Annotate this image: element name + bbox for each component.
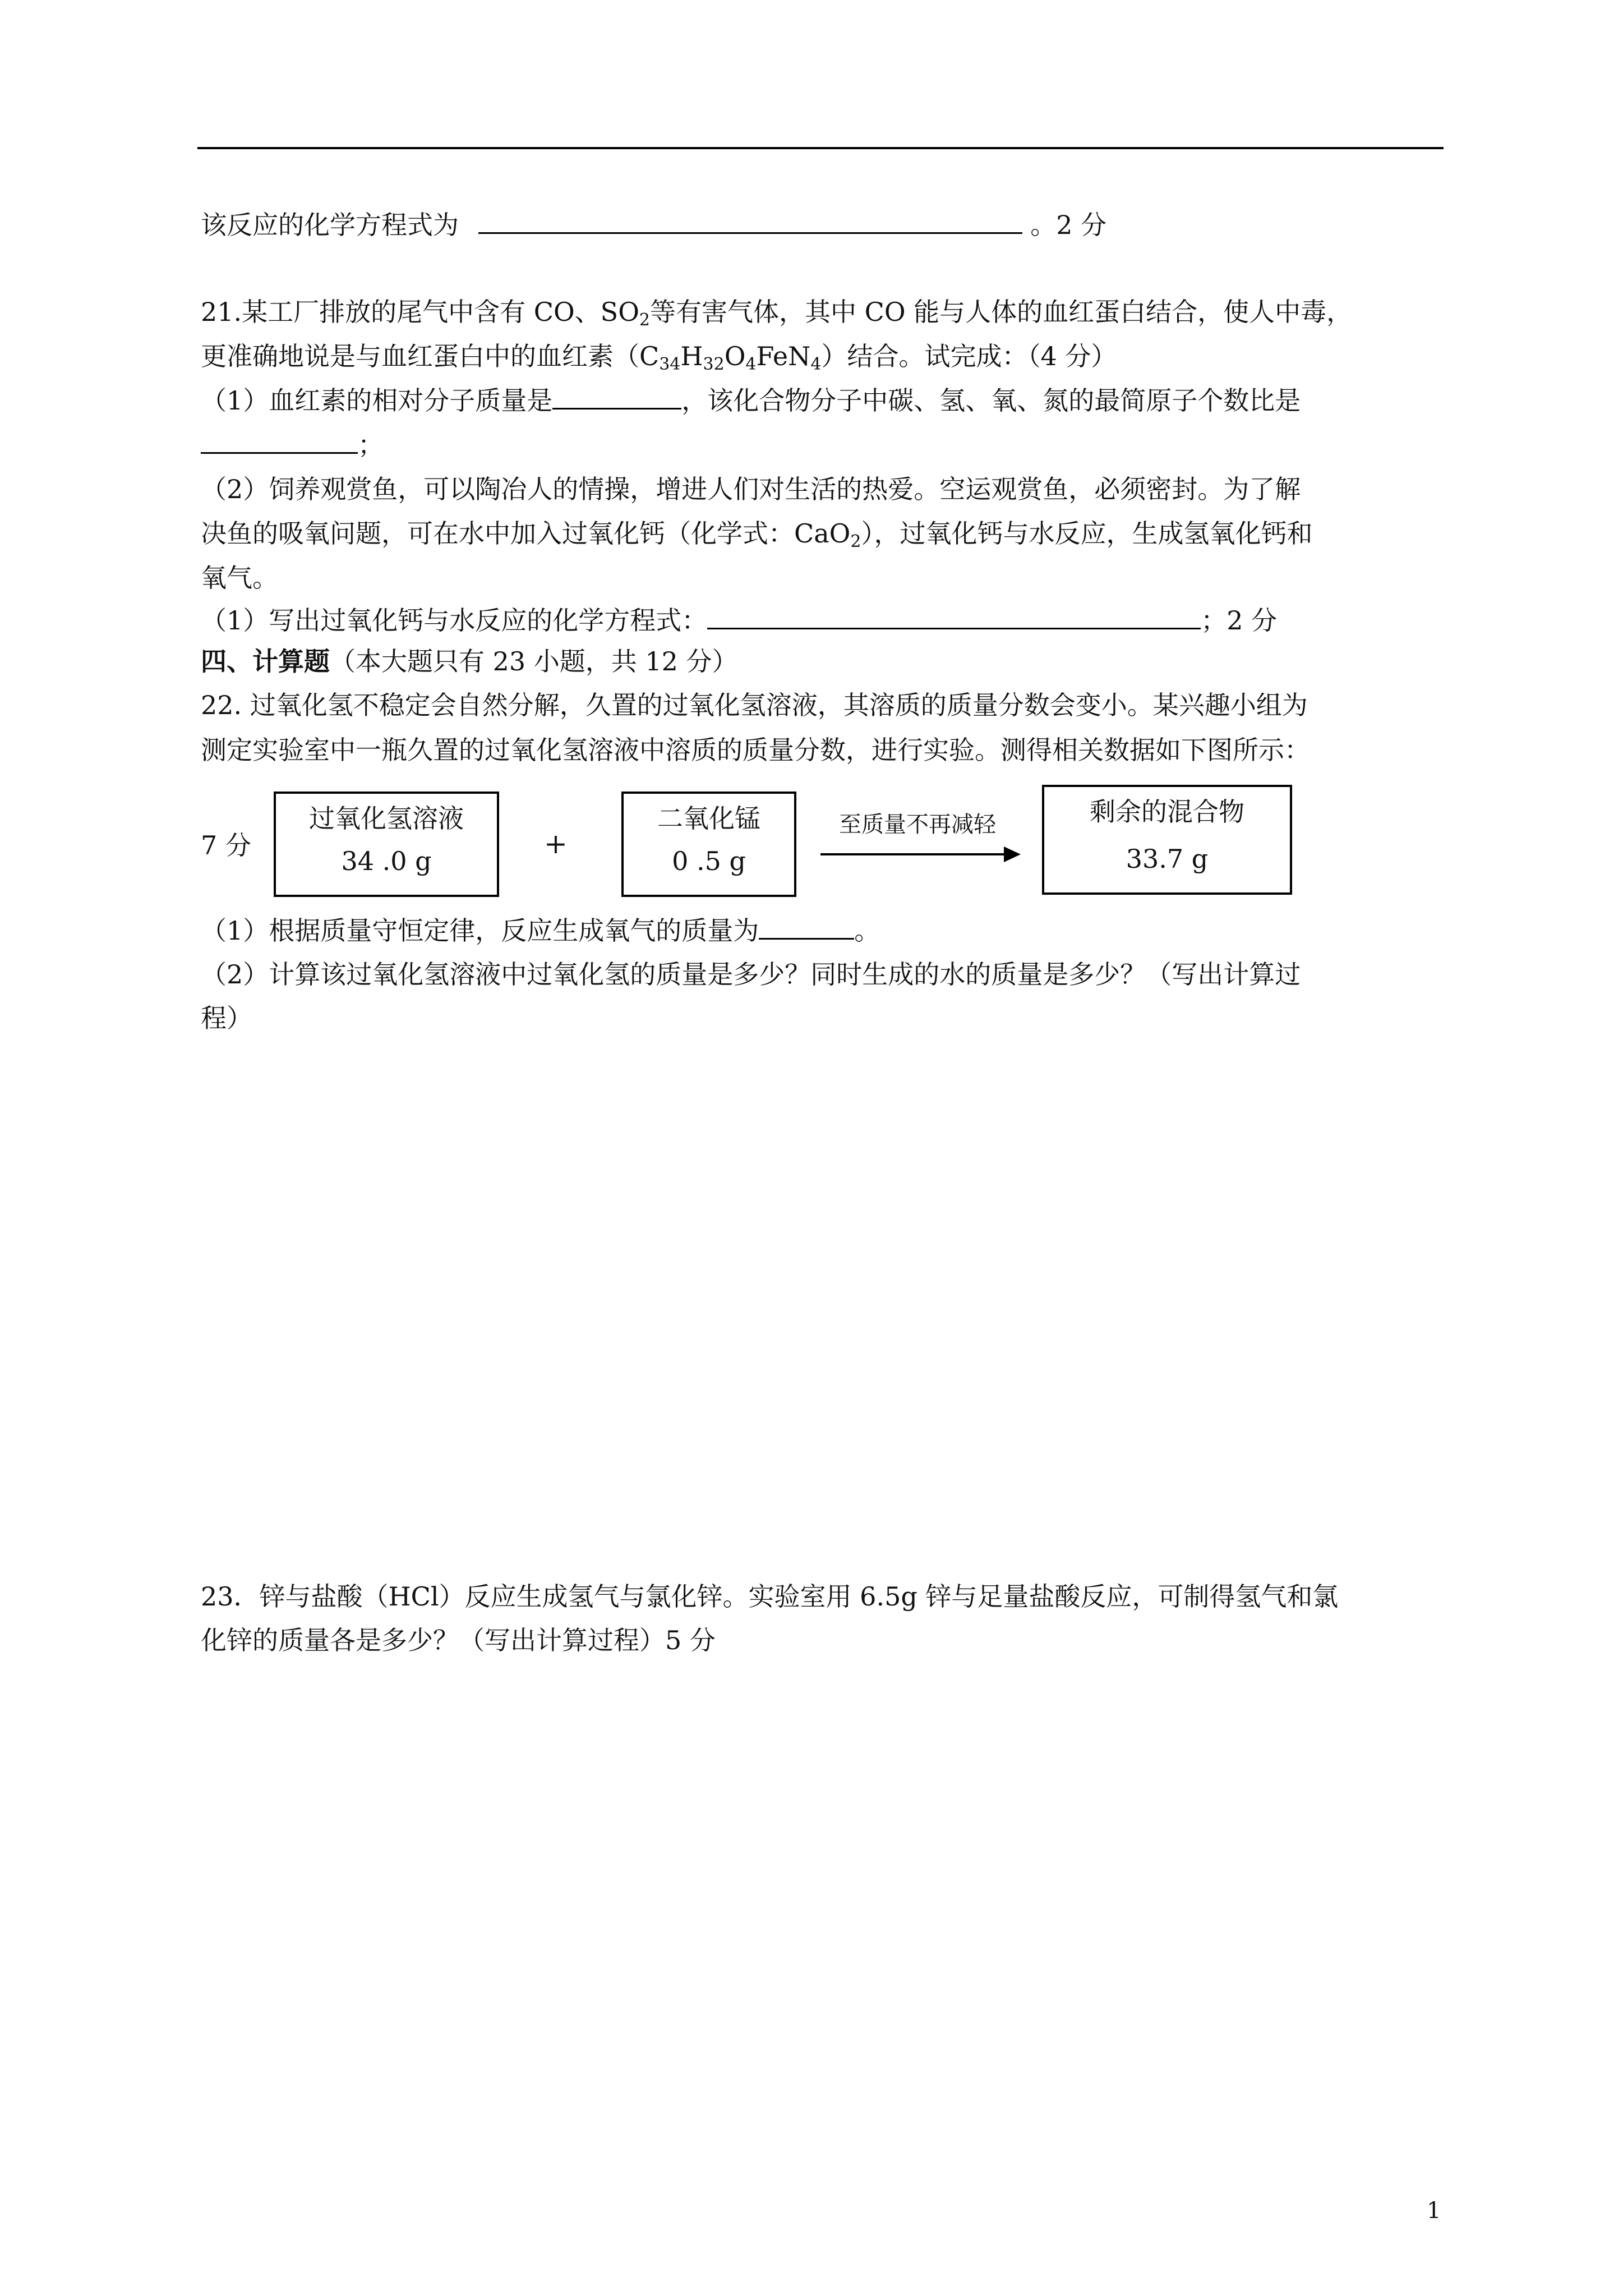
q23-line2 (201, 1623, 716, 1658)
q22-line2 (201, 733, 1310, 767)
subscript: 4 (810, 355, 822, 374)
q21-p2-text: （2）饲养观赏鱼，可以陶冶人的情操，增进人们对生活的热爱。空运观赏鱼，必须密封。为了解 (201, 474, 1301, 504)
q23-text: 化锌的质量各是多少？（写出计算过程）5 分 (201, 1625, 716, 1655)
q21-p2-text: 决鱼的吸氧问题，可在水中加入过氧化钙（化学式：CaO (201, 518, 851, 549)
q22-text: 测定实验室中一瓶久置的过氧化氢溶液中溶质的质量分数，进行实验。测得相关数据如下图所示： (201, 735, 1310, 765)
q21-part2-line3 (201, 560, 278, 595)
q21-text: 等有害气体，其中 CO 能与人体的血红蛋白结合，使人中毒， (650, 297, 1353, 327)
subscript: 34 (659, 355, 681, 374)
formula-part: H (680, 341, 703, 371)
q20-prefix: 该反应的化学方程式为 (201, 210, 459, 240)
header-rule (197, 147, 1444, 149)
plus-sign: + (544, 827, 568, 860)
q21-p1-end: ； (358, 430, 384, 460)
q22-part2-line1 (201, 957, 1301, 992)
q21-part1 (201, 383, 1301, 418)
q22-part1 (201, 913, 880, 948)
box2-value: 0 .5 g (672, 846, 746, 876)
manganese-dioxide-box (621, 792, 796, 897)
q21-p2-text: 氧气。 (201, 563, 278, 593)
subscript: 2 (639, 310, 651, 330)
formula-part: O (724, 341, 746, 371)
arrow-label: 至质量不再减轻 (839, 812, 996, 838)
box2-name: 二氧化锰 (657, 803, 760, 834)
page-number: 1 (1427, 2198, 1441, 2224)
box3-value: 33.7 g (1126, 844, 1209, 874)
q21-part2-line2 (201, 516, 1312, 551)
q20-answer-blank[interactable] (478, 210, 1022, 234)
box3-name: 剩余的混合物 (1090, 797, 1244, 827)
q21-text: 更准确地说是与血红蛋白中的血红素（C (201, 341, 660, 371)
section4-title: 四、计算题 (201, 646, 330, 677)
box1-value: 34 .0 g (341, 846, 432, 876)
q22-p2-text: （2）计算该过氧化氢溶液中过氧化氢的质量是多少？同时生成的水的质量是多少？（写出计算过 (201, 959, 1301, 990)
q21-p1-text: （1）血红素的相对分子质量是 (201, 385, 553, 416)
q20-equation-line (201, 208, 1106, 242)
q22-oxygen-mass-blank[interactable] (759, 915, 854, 940)
q22-part2-line2 (201, 1001, 252, 1036)
section4-note: （本大题只有 23 小题，共 12 分） (330, 646, 738, 677)
q21-part1-cont (201, 427, 384, 462)
q21-text: ）结合。试完成：（4 分） (821, 341, 1117, 371)
formula-part: FeN (756, 341, 811, 371)
q21-ratio-blank[interactable] (201, 430, 358, 454)
q20-suffix: 。2 分 (1030, 210, 1107, 240)
section4-heading (201, 644, 738, 679)
q21-equation-blank[interactable] (707, 605, 1201, 629)
q21-text: 21.某工厂排放的尾气中含有 CO、SO (201, 297, 639, 327)
arrow-head-icon (1004, 846, 1021, 862)
q23-text: 23．锌与盐酸（HCl）反应生成氢气与氯化锌。实验室用 6.5g 锌与足量盐酸反应，可制得氢气和氯 (201, 1581, 1339, 1612)
q21-p2-text: ），过氧化钙与水反应，生成氢氧化钙和 (861, 518, 1313, 549)
q21-line2 (201, 339, 1117, 374)
hydrogen-peroxide-box (274, 792, 499, 897)
q22-p2-text: 程） (201, 1003, 252, 1033)
q21-p1-text: ，该化合物分子中碳、氢、氧、氮的最简原子个数比是 (681, 385, 1301, 416)
q21-p3-text: （1）写出过氧化钙与水反应的化学方程式： (201, 605, 708, 636)
q22-line1 (201, 688, 1308, 723)
remaining-mixture-box (1042, 785, 1292, 895)
q22-p1-text: （1）根据质量守恒定律，反应生成氧气的质量为 (201, 915, 759, 946)
subscript: 32 (703, 355, 725, 374)
q23-line1 (201, 1579, 1338, 1614)
subscript: 2 (850, 532, 861, 551)
q22-score: 7 分 (201, 830, 251, 861)
box1-name: 过氧化氢溶液 (309, 803, 464, 834)
q21-part3 (201, 603, 1277, 638)
q21-mass-blank[interactable] (552, 385, 681, 409)
subscript: 4 (745, 355, 757, 374)
q22-p1-end: 。 (854, 915, 880, 946)
q21-line1 (201, 295, 1352, 329)
q21-p3-text: ；2 分 (1201, 605, 1278, 636)
q21-part2-line1 (201, 472, 1301, 507)
reaction-arrow (820, 853, 1006, 855)
q22-text: 22. 过氧化氢不稳定会自然分解，久置的过氧化氢溶液，其溶质的质量分数会变小。某兴趣小组为 (201, 690, 1308, 720)
